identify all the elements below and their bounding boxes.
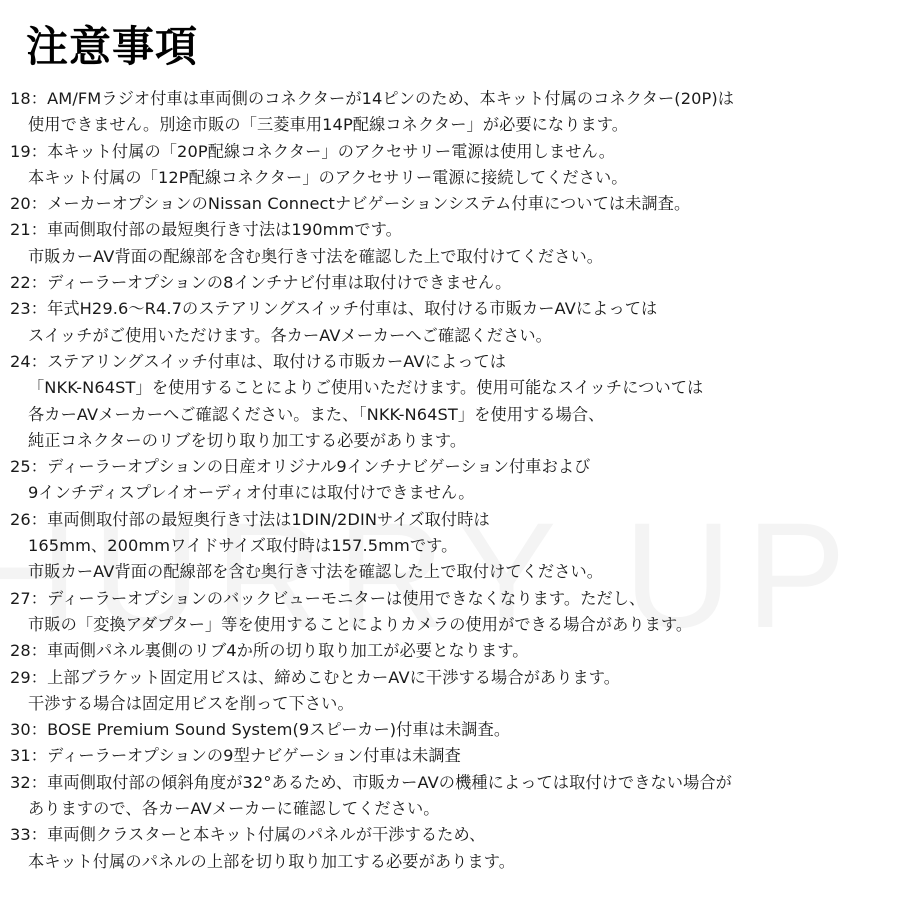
note-item bbox=[10, 191, 895, 217]
note-item bbox=[10, 822, 895, 875]
note-line: 24：ステアリングスイッチ付車は、取付ける市販カーAVによっては bbox=[10, 351, 507, 371]
note-continuation-line: 各カーAVメーカーへご確認ください。また、「NKK-N64ST」を使用する場合、 bbox=[28, 404, 605, 424]
note-line: 33：車両側クラスターと本キット付属のパネルが干渉するため、 bbox=[10, 825, 486, 845]
note-continuation-line: 使用できません。別途市販の「三菱車用14P配線コネクター」が必要になります。 bbox=[28, 115, 629, 135]
note-item bbox=[10, 296, 895, 349]
note-line: 18：AM/FMラジオ付車は車両側のコネクターが14ピンのため、本キット付属のコネクター(20P)は bbox=[10, 89, 735, 108]
note-item bbox=[10, 665, 895, 718]
note-line: 19：本キット付属の「20P配線コネクター」のアクセサリー電源は使用しません。 bbox=[10, 141, 616, 161]
note-item bbox=[10, 743, 895, 769]
note-line: 25：ディーラーオプションの日産オリジナル9インチナビゲーション付車および bbox=[10, 457, 591, 477]
note-continuation-line: 市販カーAV背面の配線部を含む奥行き寸法を確認した上で取付けてください。 bbox=[28, 562, 604, 582]
note-continuation-line: ありますので、各カーAVメーカーに確認してください。 bbox=[28, 799, 440, 819]
note-line: 21：車両側取付部の最短奥行き寸法は190mmです。 bbox=[10, 220, 402, 240]
note-item bbox=[10, 638, 895, 664]
note-line: 20：メーカーオプションのNissan Connectナビゲーションシステム付車については未調査。 bbox=[10, 194, 691, 214]
note-line: 28：車両側パネル裏側のリブ4か所の切り取り加工が必要となります。 bbox=[10, 641, 529, 661]
page-title: 注意事項 bbox=[26, 22, 199, 71]
note-item bbox=[10, 349, 895, 454]
note-line: 27：ディーラーオプションのバックビューモニターは使用できなくなります。ただし、 bbox=[10, 588, 646, 608]
note-continuation-line: スイッチがご使用いただけます。各カーAVメーカーへご確認ください。 bbox=[28, 325, 552, 345]
note-continuation-line: 本キット付属の「12P配線コネクター」のアクセサリー電源に接続してください。 bbox=[28, 167, 628, 187]
note-line: 29：上部ブラケット固定用ビスは、締めこむとカーAVに干渉する場合があります。 bbox=[10, 667, 621, 687]
note-continuation-line: 市販の「変換アダプター」等を使用することによりカメラの使用ができる場合があります。 bbox=[28, 614, 693, 634]
note-item bbox=[10, 770, 895, 823]
note-item bbox=[10, 86, 895, 139]
note-item bbox=[10, 454, 895, 507]
note-continuation-line: 市販カーAV背面の配線部を含む奥行き寸法を確認した上で取付けてください。 bbox=[28, 246, 604, 266]
note-item bbox=[10, 217, 895, 270]
notes-list bbox=[10, 86, 895, 875]
note-continuation-line: 干渉する場合は固定用ビスを削って下さい。 bbox=[28, 693, 354, 713]
note-line: 26：車両側取付部の最短奥行き寸法は1DIN/2DINサイズ取付時は bbox=[10, 509, 490, 529]
note-continuation-line: 9インチディスプレイオーディオ付車には取付けできません。 bbox=[28, 483, 475, 503]
note-line: 22：ディーラーオプションの8インチナビ付車は取付けできません。 bbox=[10, 273, 512, 293]
note-item bbox=[10, 586, 895, 639]
note-continuation-line: 本キット付属のパネルの上部を切り取り加工する必要があります。 bbox=[28, 851, 516, 871]
note-line: 31：ディーラーオプションの9型ナビゲーション付車は未調査 bbox=[10, 746, 461, 766]
note-continuation-line: 純正コネクターのリブを切り取り加工する必要があります。 bbox=[28, 430, 467, 450]
note-continuation-line: 「NKK-N64ST」を使用することによりご使用いただけます。使用可能なスイッチについては bbox=[28, 378, 704, 398]
note-continuation-line: 165mm、200mmワイドサイズ取付時は157.5mmです。 bbox=[28, 536, 458, 556]
note-item bbox=[10, 139, 895, 192]
note-line: 30：BOSE Premium Sound System(9スピーカー)付車は未調査。 bbox=[10, 720, 511, 740]
note-item bbox=[10, 507, 895, 586]
note-line: 23：年式H29.6～R4.7のステアリングスイッチ付車は、取付ける市販カーAVによっては bbox=[10, 299, 658, 319]
note-item bbox=[10, 717, 895, 743]
note-item bbox=[10, 270, 895, 296]
note-line: 32：車両側取付部の傾斜角度が32°あるため、市販カーAVの機種によっては取付けできない場合が bbox=[10, 772, 732, 792]
